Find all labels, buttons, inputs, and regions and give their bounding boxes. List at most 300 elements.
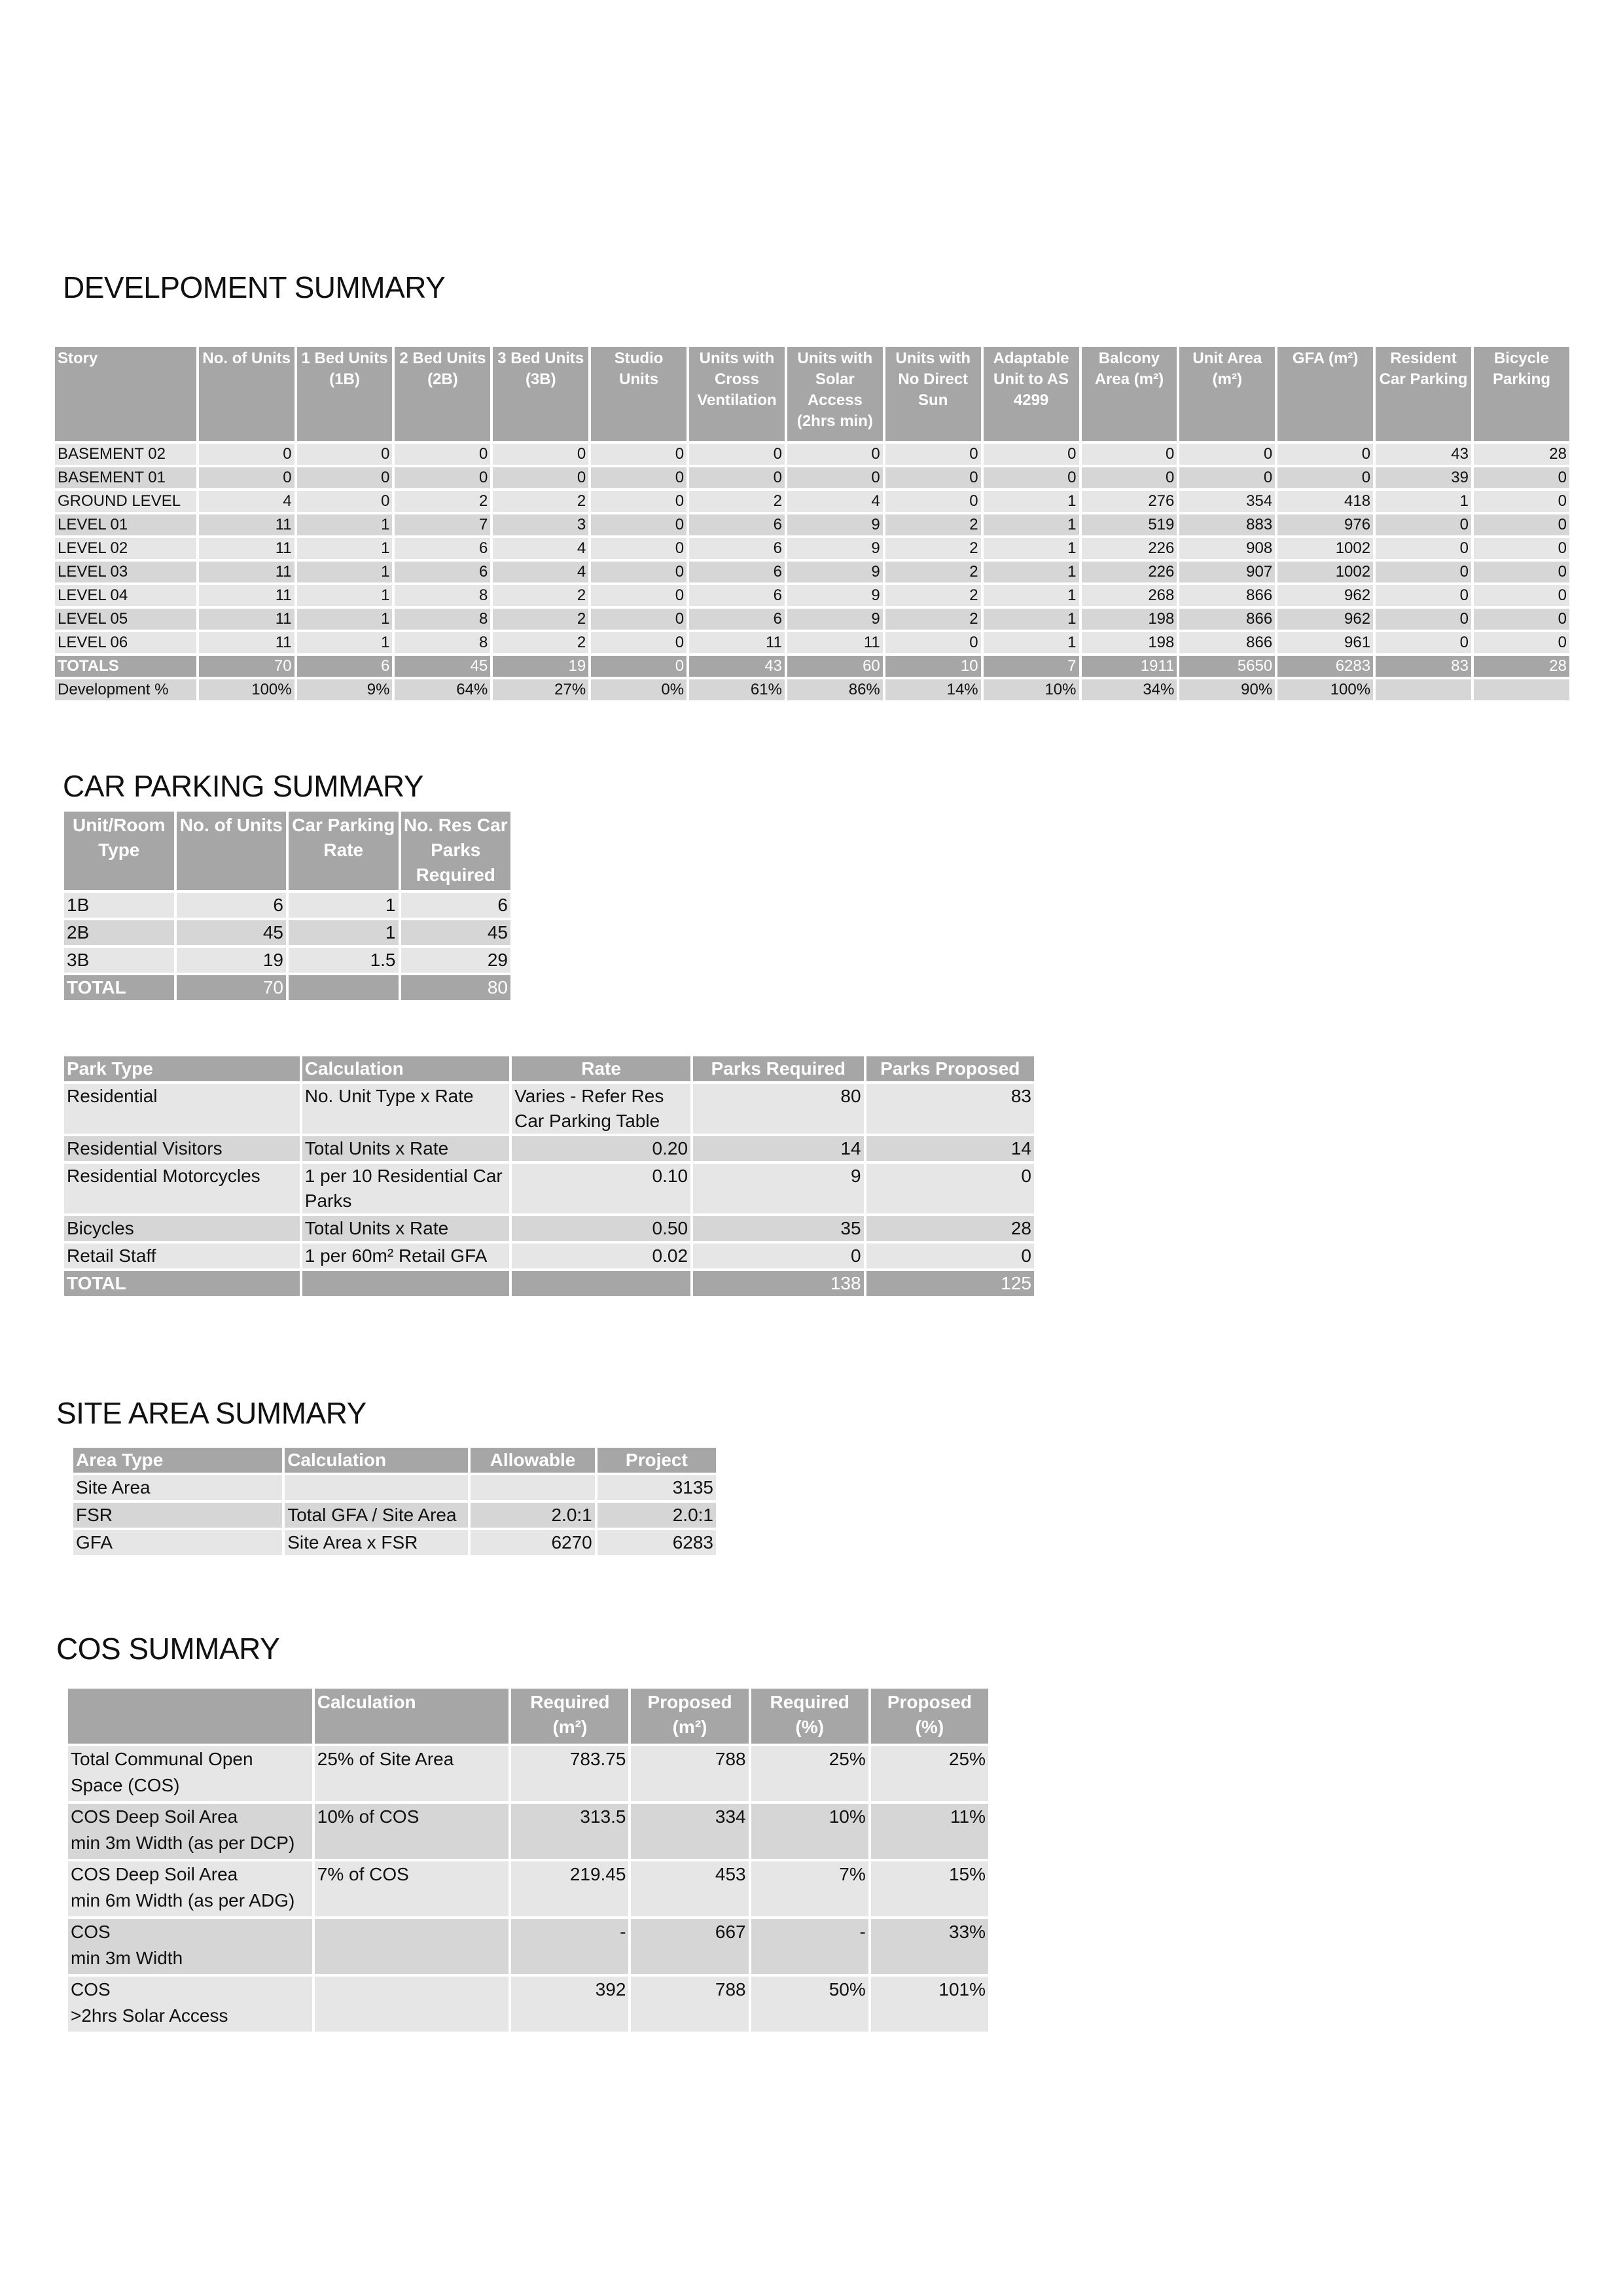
table-row: [68, 1919, 988, 1974]
table-cell: -: [751, 1919, 868, 1974]
table-cell: 9%: [297, 679, 393, 700]
site-area-header-row: [73, 1448, 716, 1473]
column-header: Allowable: [471, 1448, 594, 1473]
car-parking-unit-table: [62, 809, 513, 1003]
table-cell: 14: [866, 1136, 1034, 1161]
table-row: [68, 1746, 988, 1801]
table-cell: 0: [1474, 562, 1569, 583]
column-header: Project: [597, 1448, 716, 1473]
table-cell: 8: [395, 585, 490, 606]
table-row: [68, 1861, 988, 1916]
table-row: [73, 1475, 716, 1500]
table-cell: 11: [199, 514, 294, 535]
column-header: Bicycle Parking: [1474, 347, 1569, 441]
table-cell: Total Units x Rate: [302, 1136, 509, 1161]
table-cell: [289, 975, 399, 1000]
table-cell: 866: [1179, 632, 1275, 653]
column-header: Required (m²): [511, 1689, 628, 1744]
column-header: Units with No Direct Sun: [885, 347, 981, 441]
table-cell: 0: [1082, 467, 1177, 488]
table-cell: [1474, 679, 1569, 700]
table-cell: 11%: [871, 1804, 988, 1859]
table-cell: [512, 1271, 690, 1296]
table-cell: 25%: [751, 1746, 868, 1801]
total-row: [64, 1271, 1034, 1296]
row-label: 1B: [64, 893, 174, 918]
table-cell: 4: [787, 491, 883, 512]
table-cell: 0: [885, 467, 981, 488]
table-cell: 519: [1082, 514, 1177, 535]
table-cell: 70: [199, 656, 294, 677]
table-cell: 29: [401, 948, 511, 973]
table-cell: 100%: [199, 679, 294, 700]
table-cell: 14: [693, 1136, 864, 1161]
development-summary-table: [52, 344, 1572, 703]
table-cell: 6: [177, 893, 287, 918]
table-row: [68, 1804, 988, 1859]
column-header: Calculation: [302, 1056, 509, 1081]
row-label: COS Deep Soil Area min 3m Width (as per DCP): [68, 1804, 312, 1859]
table-cell: 0: [984, 444, 1079, 465]
table-cell: 2: [493, 491, 588, 512]
row-label: BASEMENT 02: [55, 444, 196, 465]
column-header: Units with Cross Ventilation: [689, 347, 785, 441]
column-header: GFA (m²): [1277, 347, 1373, 441]
row-label: 2B: [64, 920, 174, 945]
table-cell: 9: [787, 585, 883, 606]
table-cell: 6: [689, 585, 785, 606]
column-header: Unit/Room Type: [64, 812, 174, 890]
table-cell: 2: [885, 585, 981, 606]
table-cell: 6: [689, 609, 785, 630]
table-cell: [1376, 679, 1471, 700]
table-cell: 313.5: [511, 1804, 628, 1859]
table-cell: 1: [297, 609, 393, 630]
table-cell: 10%: [984, 679, 1079, 700]
row-label: LEVEL 04: [55, 585, 196, 606]
row-label: Total Communal Open Space (COS): [68, 1746, 312, 1801]
table-cell: Varies - Refer Res Car Parking Table: [512, 1084, 690, 1134]
table-cell: 10%: [751, 1804, 868, 1859]
column-header: No. Res Car Parks Required: [401, 812, 511, 890]
table-cell: 0: [1474, 609, 1569, 630]
table-cell: 0: [1376, 609, 1471, 630]
table-cell: [302, 1271, 509, 1296]
table-row: [64, 1136, 1034, 1161]
table-cell: 0: [591, 585, 687, 606]
table-cell: 0: [1376, 585, 1471, 606]
column-header: 1 Bed Units (1B): [297, 347, 393, 441]
table-cell: 70: [177, 975, 287, 1000]
table-cell: 0: [591, 514, 687, 535]
table-cell: 1: [297, 538, 393, 559]
row-label: LEVEL 05: [55, 609, 196, 630]
table-cell: 100%: [1277, 679, 1373, 700]
table-cell: 0: [395, 467, 490, 488]
table-cell: 976: [1277, 514, 1373, 535]
table-cell: 28: [1474, 444, 1569, 465]
table-cell: 6283: [597, 1530, 716, 1555]
table-cell: 39: [1376, 467, 1471, 488]
table-cell: 27%: [493, 679, 588, 700]
table-cell: 0.50: [512, 1216, 690, 1241]
table-cell: 6: [395, 538, 490, 559]
table-cell: 1: [984, 538, 1079, 559]
table-cell: 0: [1376, 538, 1471, 559]
table-cell: 453: [631, 1861, 748, 1916]
table-cell: 2: [885, 538, 981, 559]
table-cell: 334: [631, 1804, 748, 1859]
table-cell: 2: [885, 609, 981, 630]
table-cell: 125: [866, 1271, 1034, 1296]
table-cell: 0: [866, 1164, 1034, 1213]
table-cell: 0: [885, 632, 981, 653]
table-cell: 0: [297, 444, 393, 465]
table-cell: 2: [493, 609, 588, 630]
table-cell: 2.0:1: [597, 1503, 716, 1528]
table-cell: 0: [689, 467, 785, 488]
row-label: Bicycles: [64, 1216, 300, 1241]
site-area-summary-title: SITE AREA SUMMARY: [56, 1396, 366, 1430]
column-header: Balcony Area (m²): [1082, 347, 1177, 441]
table-cell: 226: [1082, 538, 1177, 559]
table-cell: 0: [493, 444, 588, 465]
table-cell: 0: [591, 609, 687, 630]
table-cell: 1 per 10 Residential Car Parks: [302, 1164, 509, 1213]
table-cell: 6: [689, 514, 785, 535]
row-label: COS Deep Soil Area min 6m Width (as per ADG): [68, 1861, 312, 1916]
column-header: Story: [55, 347, 196, 441]
table-cell: 1: [297, 562, 393, 583]
row-label: TOTALS: [55, 656, 196, 677]
table-cell: 1: [289, 893, 399, 918]
table-cell: 1 per 60m² Retail GFA: [302, 1244, 509, 1268]
table-cell: [315, 1977, 509, 2032]
table-cell: 2: [689, 491, 785, 512]
table-cell: 788: [631, 1977, 748, 2032]
table-cell: 1911: [1082, 656, 1177, 677]
column-header: Calculation: [285, 1448, 468, 1473]
table-cell: 7%: [751, 1861, 868, 1916]
table-cell: 6: [401, 893, 511, 918]
table-cell: Site Area x FSR: [285, 1530, 468, 1555]
table-cell: 64%: [395, 679, 490, 700]
table-cell: 83: [1376, 656, 1471, 677]
table-cell: 19: [493, 656, 588, 677]
table-cell: 667: [631, 1919, 748, 1974]
table-cell: 1: [1376, 491, 1471, 512]
table-cell: 2: [885, 514, 981, 535]
table-cell: 0: [1474, 491, 1569, 512]
table-cell: 1: [297, 632, 393, 653]
column-header: No. of Units: [177, 812, 287, 890]
table-cell: 61%: [689, 679, 785, 700]
table-cell: 6: [395, 562, 490, 583]
table-cell: 226: [1082, 562, 1177, 583]
row-label: Site Area: [73, 1475, 282, 1500]
table-cell: 11: [689, 632, 785, 653]
table-cell: No. Unit Type x Rate: [302, 1084, 509, 1134]
table-cell: 4: [199, 491, 294, 512]
table-cell: 2: [395, 491, 490, 512]
table-cell: 5650: [1179, 656, 1275, 677]
car-parking-summary-title: CAR PARKING SUMMARY: [63, 769, 424, 803]
table-cell: 10% of COS: [315, 1804, 509, 1859]
table-cell: 354: [1179, 491, 1275, 512]
table-cell: 0: [395, 444, 490, 465]
row-label: COS >2hrs Solar Access: [68, 1977, 312, 2032]
table-cell: 198: [1082, 609, 1177, 630]
table-cell: 962: [1277, 609, 1373, 630]
table-cell: 10: [885, 656, 981, 677]
table-cell: 11: [199, 632, 294, 653]
table-cell: 43: [1376, 444, 1471, 465]
column-header: Rate: [512, 1056, 690, 1081]
table-cell: 2: [493, 632, 588, 653]
row-label: GROUND LEVEL: [55, 491, 196, 512]
table-cell: 1: [984, 585, 1079, 606]
column-header: Units with Solar Access (2hrs min): [787, 347, 883, 441]
table-cell: 1: [984, 562, 1079, 583]
table-cell: 0: [1277, 444, 1373, 465]
table-cell: 7% of COS: [315, 1861, 509, 1916]
table-cell: 0: [199, 467, 294, 488]
table-cell: 1: [984, 514, 1079, 535]
column-header: Car Parking Rate: [289, 812, 399, 890]
table-cell: 866: [1179, 585, 1275, 606]
row-label: LEVEL 01: [55, 514, 196, 535]
table-cell: 0: [591, 444, 687, 465]
table-cell: 0: [199, 444, 294, 465]
column-header: Unit Area (m²): [1179, 347, 1275, 441]
table-cell: 11: [199, 562, 294, 583]
table-cell: 0: [591, 467, 687, 488]
cos-header-row: [68, 1689, 988, 1744]
table-row: [64, 1084, 1034, 1134]
table-cell: 7: [984, 656, 1079, 677]
table-cell: 43: [689, 656, 785, 677]
table-cell: 0: [1474, 632, 1569, 653]
table-cell: 788: [631, 1746, 748, 1801]
table-cell: 783.75: [511, 1746, 628, 1801]
column-header: Parks Required: [693, 1056, 864, 1081]
row-label: LEVEL 02: [55, 538, 196, 559]
table-cell: 883: [1179, 514, 1275, 535]
column-header: Area Type: [73, 1448, 282, 1473]
table-row: [64, 920, 510, 945]
row-label: Development %: [55, 679, 196, 700]
table-cell: 9: [787, 562, 883, 583]
table-cell: 25%: [871, 1746, 988, 1801]
table-cell: 6283: [1277, 656, 1373, 677]
table-cell: 35: [693, 1216, 864, 1241]
table-cell: 9: [693, 1164, 864, 1213]
column-header: Required (%): [751, 1689, 868, 1744]
table-cell: Total Units x Rate: [302, 1216, 509, 1241]
column-header: Proposed (m²): [631, 1689, 748, 1744]
table-cell: 9: [787, 538, 883, 559]
column-header: No. of Units: [199, 347, 294, 441]
table-row: [64, 893, 510, 918]
table-cell: 4: [493, 562, 588, 583]
table-cell: 6270: [471, 1530, 594, 1555]
column-header: [68, 1689, 312, 1744]
table-cell: 60: [787, 656, 883, 677]
development-header-row: [55, 347, 1569, 441]
table-cell: 50%: [751, 1977, 868, 2032]
table-cell: 8: [395, 632, 490, 653]
development-summary-title: DEVELPOMENT SUMMARY: [63, 270, 446, 304]
row-label: 3B: [64, 948, 174, 973]
table-cell: 1: [984, 491, 1079, 512]
table-cell: 0: [591, 656, 687, 677]
table-cell: 80: [693, 1084, 864, 1134]
table-cell: 34%: [1082, 679, 1177, 700]
row-label: FSR: [73, 1503, 282, 1528]
table-cell: 80: [401, 975, 511, 1000]
column-header: Parks Proposed: [866, 1056, 1034, 1081]
table-row: [64, 1216, 1034, 1241]
table-cell: 11: [199, 585, 294, 606]
row-label: BASEMENT 01: [55, 467, 196, 488]
table-cell: 0: [591, 491, 687, 512]
table-row: [55, 609, 1569, 630]
table-row: [55, 585, 1569, 606]
table-cell: 0: [689, 444, 785, 465]
table-cell: 11: [199, 609, 294, 630]
table-cell: 83: [866, 1084, 1034, 1134]
table-cell: 0: [591, 562, 687, 583]
table-cell: 1: [289, 920, 399, 945]
table-cell: 1: [297, 585, 393, 606]
table-cell: 0: [1474, 585, 1569, 606]
table-cell: 11: [787, 632, 883, 653]
table-cell: 0%: [591, 679, 687, 700]
table-row: [68, 1977, 988, 2032]
table-cell: 6: [689, 538, 785, 559]
table-cell: 0.02: [512, 1244, 690, 1268]
table-cell: [315, 1919, 509, 1974]
table-cell: 0: [693, 1244, 864, 1268]
row-label: LEVEL 03: [55, 562, 196, 583]
column-header: 2 Bed Units (2B): [395, 347, 490, 441]
park-type-table: [62, 1054, 1037, 1299]
total-row: [64, 975, 510, 1000]
table-cell: 0: [493, 467, 588, 488]
table-row: [55, 491, 1569, 512]
table-cell: 1: [984, 609, 1079, 630]
table-cell: 2: [493, 585, 588, 606]
table-cell: 0: [1474, 514, 1569, 535]
table-row: [73, 1530, 716, 1555]
table-cell: 1002: [1277, 562, 1373, 583]
row-label: LEVEL 06: [55, 632, 196, 653]
table-cell: -: [511, 1919, 628, 1974]
table-cell: 45: [177, 920, 287, 945]
table-cell: 908: [1179, 538, 1275, 559]
column-header: Studio Units: [591, 347, 687, 441]
table-cell: 3135: [597, 1475, 716, 1500]
table-row: [64, 948, 510, 973]
table-cell: 6: [689, 562, 785, 583]
row-label: Retail Staff: [64, 1244, 300, 1268]
column-header: Resident Car Parking: [1376, 347, 1471, 441]
table-cell: 9: [787, 514, 883, 535]
table-row: [55, 562, 1569, 583]
table-cell: 28: [866, 1216, 1034, 1241]
table-cell: [285, 1475, 468, 1500]
table-cell: 0: [591, 538, 687, 559]
cos-summary-title: COS SUMMARY: [56, 1632, 280, 1666]
table-cell: 8: [395, 609, 490, 630]
table-cell: 0: [787, 444, 883, 465]
table-cell: 4: [493, 538, 588, 559]
table-cell: 2.0:1: [471, 1503, 594, 1528]
table-cell: 9: [787, 609, 883, 630]
table-cell: [471, 1475, 594, 1500]
column-header: 3 Bed Units (3B): [493, 347, 588, 441]
table-cell: 1: [984, 632, 1079, 653]
row-label: Residential Visitors: [64, 1136, 300, 1161]
table-row: [64, 1164, 1034, 1213]
table-cell: 0: [885, 444, 981, 465]
table-row: [64, 1244, 1034, 1268]
table-cell: 268: [1082, 585, 1177, 606]
table-cell: 45: [395, 656, 490, 677]
table-row: [55, 538, 1569, 559]
table-cell: 0: [1376, 514, 1471, 535]
row-label: TOTAL: [64, 975, 174, 1000]
table-cell: 276: [1082, 491, 1177, 512]
column-header: Calculation: [315, 1689, 509, 1744]
table-cell: 7: [395, 514, 490, 535]
table-cell: 0.10: [512, 1164, 690, 1213]
column-header: Proposed (%): [871, 1689, 988, 1744]
table-cell: 0: [1376, 632, 1471, 653]
table-cell: 961: [1277, 632, 1373, 653]
table-cell: Total GFA / Site Area: [285, 1503, 468, 1528]
table-cell: 198: [1082, 632, 1177, 653]
table-cell: 219.45: [511, 1861, 628, 1916]
table-cell: 962: [1277, 585, 1373, 606]
table-row: [55, 632, 1569, 653]
table-cell: 28: [1474, 656, 1569, 677]
table-cell: 1.5: [289, 948, 399, 973]
table-row: [55, 514, 1569, 535]
row-label: COS min 3m Width: [68, 1919, 312, 1974]
table-row: [73, 1503, 716, 1528]
table-cell: 0: [1082, 444, 1177, 465]
table-cell: 0: [1474, 538, 1569, 559]
column-header: Park Type: [64, 1056, 300, 1081]
row-label: Residential: [64, 1084, 300, 1134]
table-cell: 0: [591, 632, 687, 653]
table-cell: 0: [1474, 467, 1569, 488]
table-row: [55, 467, 1569, 488]
table-row: [55, 444, 1569, 465]
table-cell: 0: [866, 1244, 1034, 1268]
row-label: TOTAL: [64, 1271, 300, 1296]
table-cell: 0: [984, 467, 1079, 488]
site-area-table: [71, 1445, 719, 1558]
table-cell: 0: [297, 467, 393, 488]
row-label: Residential Motorcycles: [64, 1164, 300, 1213]
cos-table: [65, 1686, 991, 2034]
table-cell: 907: [1179, 562, 1275, 583]
table-cell: 0: [297, 491, 393, 512]
table-cell: 19: [177, 948, 287, 973]
table-cell: 1: [297, 514, 393, 535]
